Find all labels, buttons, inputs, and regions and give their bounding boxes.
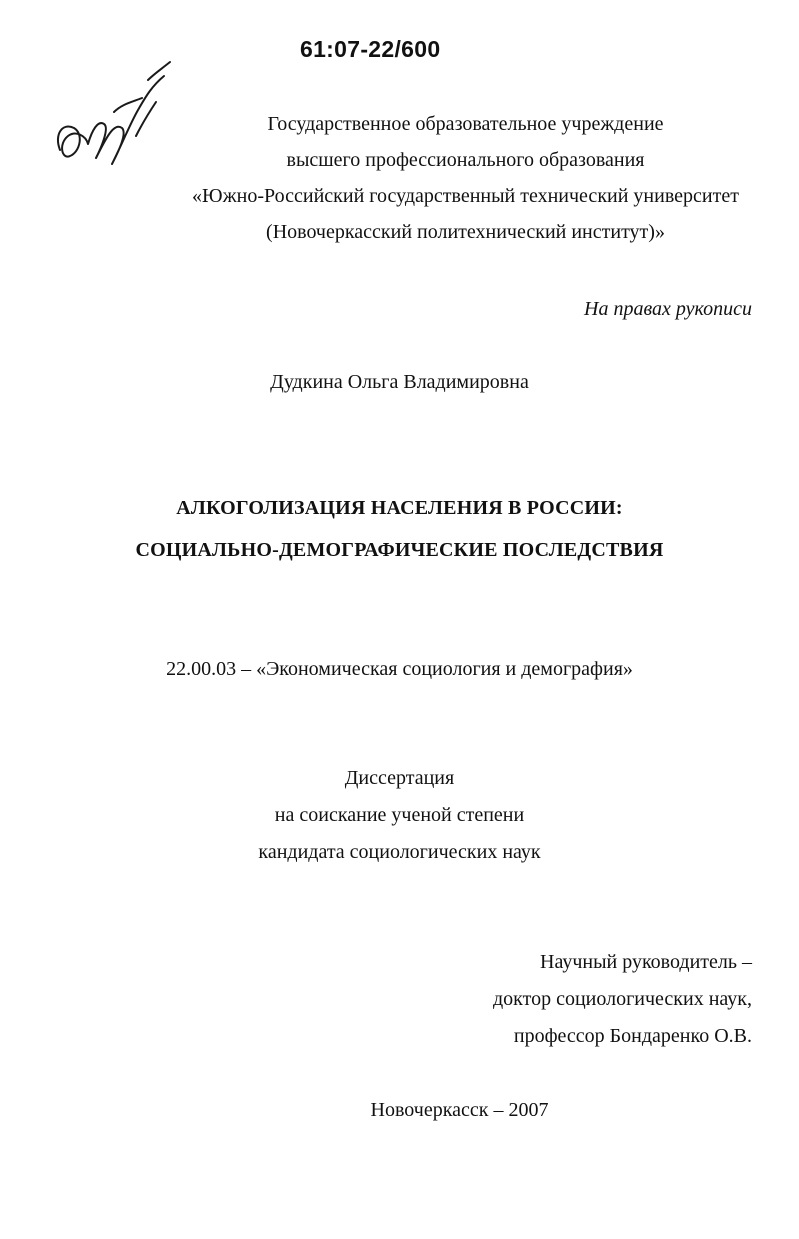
- degree-line-1: Диссертация: [344, 767, 455, 789]
- institution-line-1: Государственное образовательное учреждение: [267, 113, 664, 135]
- author-name: Дудкина Ольга Владимировна: [270, 371, 529, 393]
- degree-line-2: на соискание ученой степени: [274, 804, 525, 826]
- supervisor-line-2: доктор социологических наук,: [492, 988, 752, 1010]
- thesis-title-line-2: СОЦИАЛЬНО-ДЕМОГРАФИЧЕСКИЕ ПОСЛЕДСТВИЯ: [135, 539, 664, 561]
- supervisor-line-3: профессор Бондаренко О.В.: [513, 1025, 752, 1047]
- degree-line-3: кандидата социологических наук: [258, 841, 541, 863]
- institution-line-2: высшего профессионального образования: [286, 149, 645, 171]
- institution-line-3: «Южно-Российский государственный технический университет: [192, 185, 739, 207]
- specialty-code: 22.00.03 – «Экономическая социология и демография»: [166, 658, 633, 680]
- thesis-title-line-1: АЛКОГОЛИЗАЦИЯ НАСЕЛЕНИЯ В РОССИИ:: [176, 497, 623, 519]
- manuscript-rights: На правах рукописи: [584, 298, 752, 320]
- supervisor-line-1: Научный руководитель –: [540, 951, 752, 973]
- institution-line-4: (Новочеркасский политехнический институт)»: [266, 221, 665, 243]
- place-year: Новочеркасск – 2007: [370, 1099, 549, 1121]
- archive-code: 61:07-22/600: [300, 36, 441, 62]
